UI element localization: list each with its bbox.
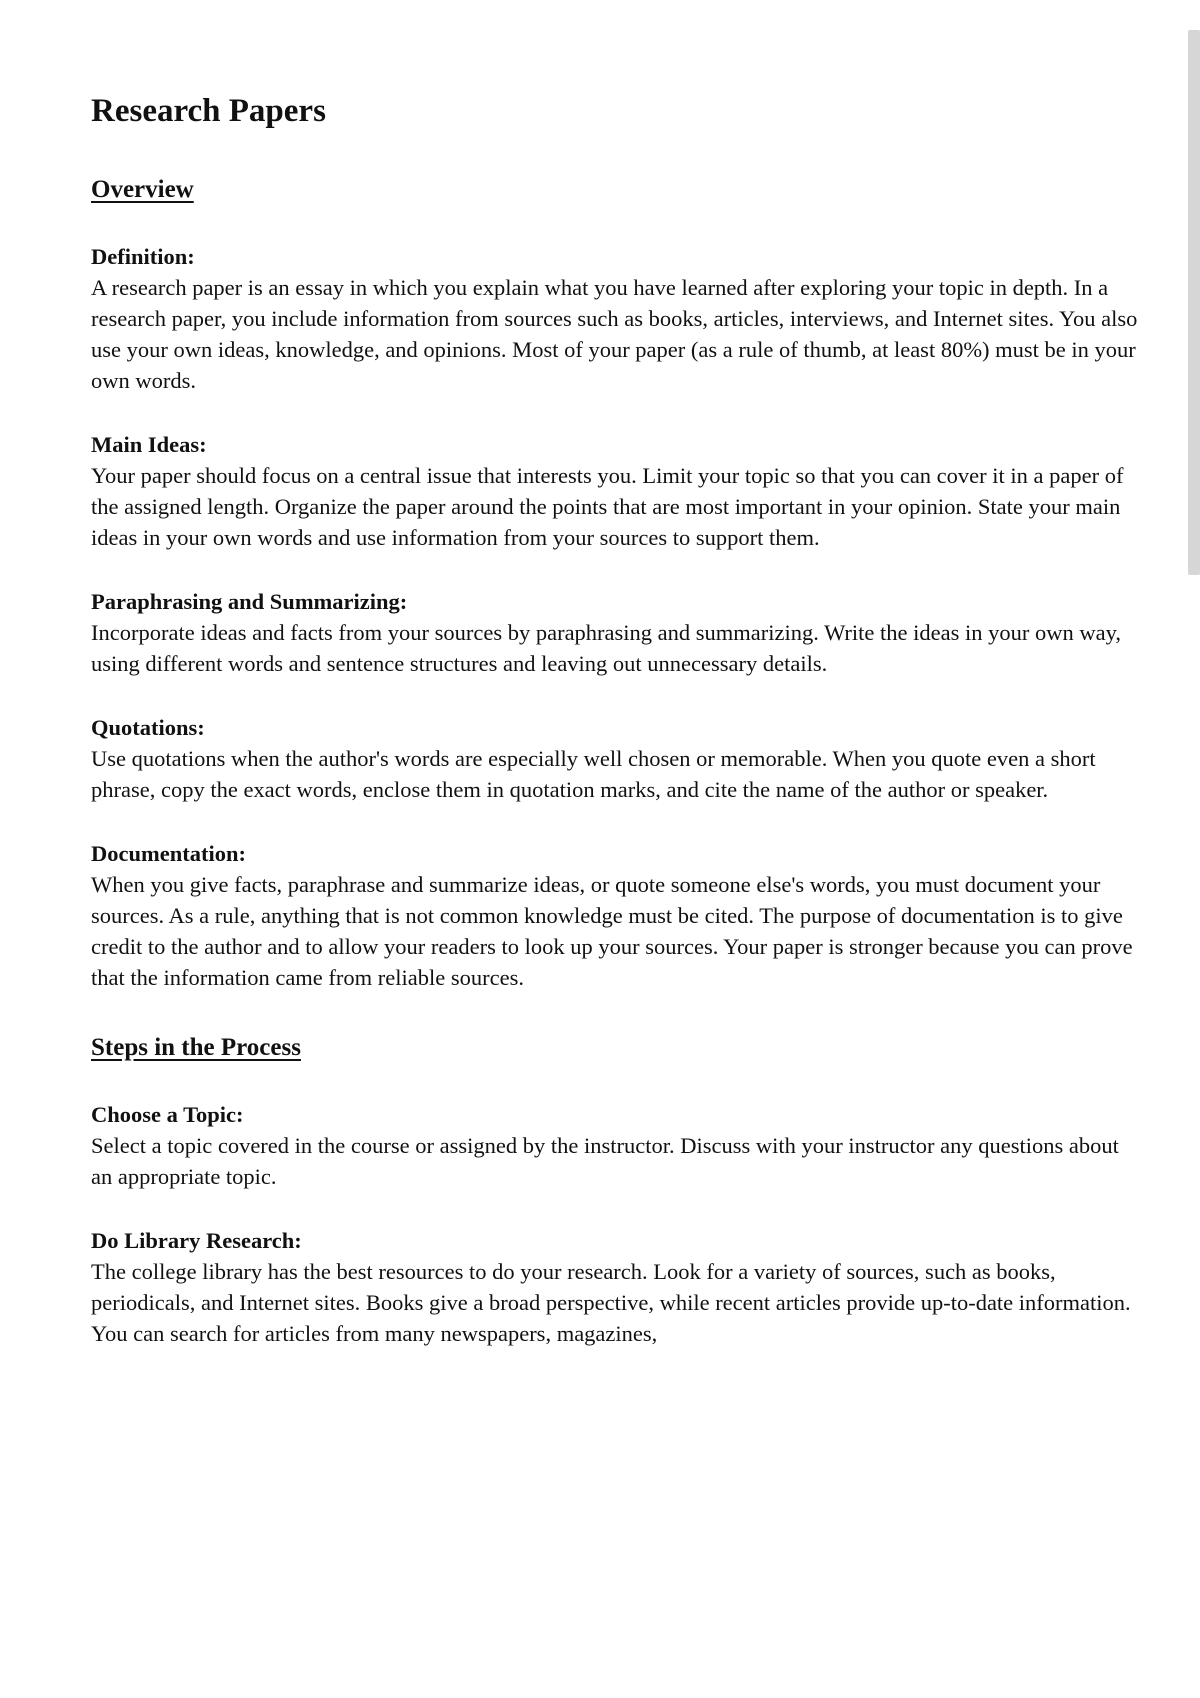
block-heading: Paraphrasing and Summarizing: bbox=[91, 588, 408, 614]
block-heading: Main Ideas: bbox=[91, 431, 207, 457]
block-quotations bbox=[91, 712, 1143, 805]
block-text: When you give facts, paraphrase and summarize ideas, or quote someone else's words, you must document your sources. As a rule, anything that is not common knowledge must be cited. The purpose of documentation is to give credit to the author and to allow your readers to look up your sources. Your paper is stronger because you can prove that the information came from reliable sources. bbox=[91, 871, 1133, 990]
section-heading-overview: Overview bbox=[91, 175, 194, 203]
block-heading: Documentation: bbox=[91, 840, 246, 866]
block-text: A research paper is an essay in which you explain what you have learned after exploring your topic in depth. In a research paper, you include information from sources such as books, articles, interviews, and Internet sites. You also use your own ideas, knowledge, and opinions. Most of your paper (as a rule of thumb, at least 80%) must be in your own words. bbox=[91, 274, 1138, 393]
vertical-scrollbar[interactable] bbox=[1188, 30, 1200, 575]
block-heading: Choose a Topic: bbox=[91, 1101, 244, 1127]
block-text: Your paper should focus on a central issue that interests you. Limit your topic so that you can cover it in a paper of the assigned length. Organize the paper around the points that are most important in your opinion. State your main ideas in your own words and use information from your sources to support them. bbox=[91, 462, 1124, 550]
page-title: Research Papers bbox=[91, 93, 326, 129]
block-paraphrasing bbox=[91, 586, 1143, 679]
document-content bbox=[91, 92, 1143, 1382]
block-heading: Do Library Research: bbox=[91, 1227, 302, 1253]
block-text: Select a topic covered in the course or assigned by the instructor. Discuss with your instructor any questions about an appropriate topic. bbox=[91, 1132, 1119, 1189]
block-heading: Definition: bbox=[91, 243, 195, 269]
block-heading: Quotations: bbox=[91, 714, 205, 740]
block-documentation bbox=[91, 838, 1143, 993]
block-text: The college library has the best resources to do your research. Look for a variety of sources, such as books, periodicals, and Internet sites. Books give a broad perspective, while recent articles provide up-to-date information. You can search for articles from many newspapers, magazines, bbox=[91, 1258, 1131, 1346]
section-heading-steps: Steps in the Process bbox=[91, 1033, 301, 1061]
block-choose-topic bbox=[91, 1099, 1143, 1192]
block-text: Use quotations when the author's words are especially well chosen or memorable. When you quote even a short phrase, copy the exact words, enclose them in quotation marks, and cite the name of the author or speaker. bbox=[91, 745, 1096, 802]
block-definition bbox=[91, 241, 1143, 396]
block-library-research bbox=[91, 1225, 1143, 1349]
block-main-ideas bbox=[91, 429, 1143, 553]
block-text: Incorporate ideas and facts from your sources by paraphrasing and summarizing. Write the ideas in your own way, using different words and sentence structures and leaving out unnecessary details. bbox=[91, 619, 1122, 676]
